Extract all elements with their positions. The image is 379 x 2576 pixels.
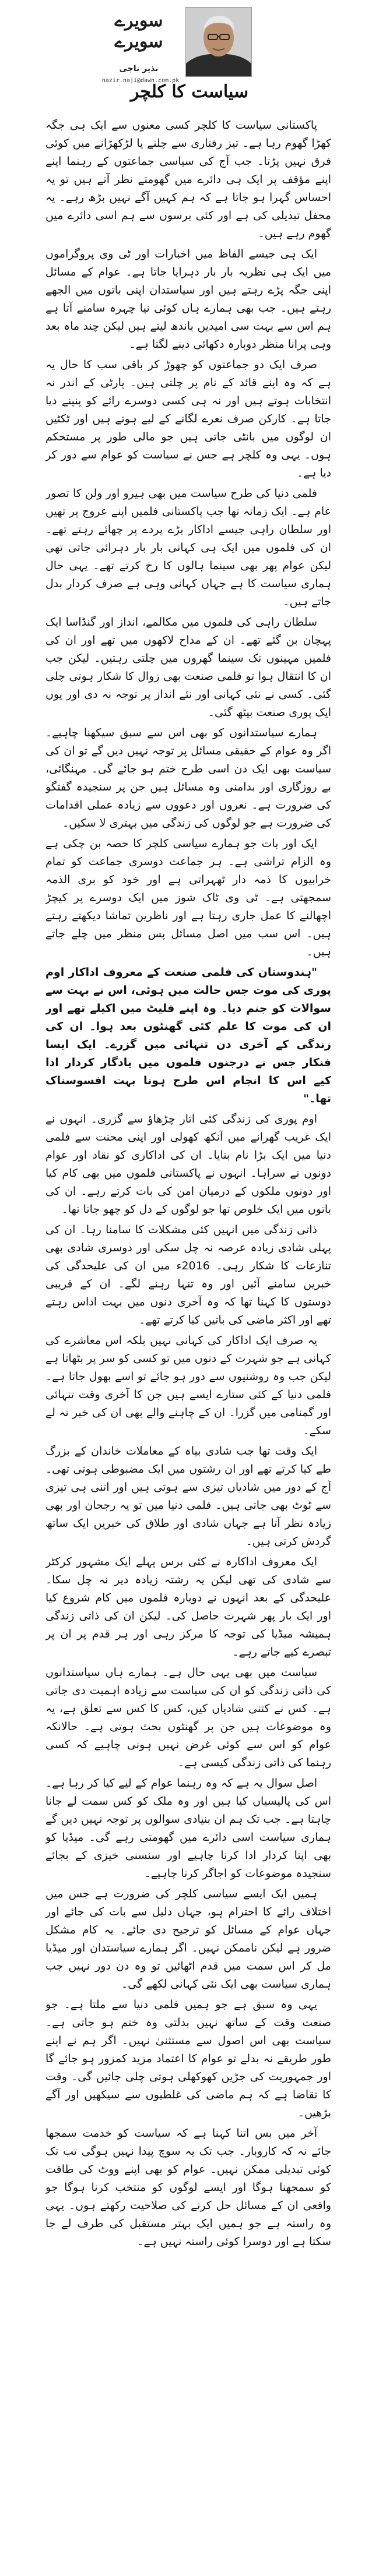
article-paragraph: ہمیں ایک ایسے سیاسی کلچر کی ضرورت ہے جس میں اختلاف رائے کا احترام ہو، جہاں دلیل سے بات کی جائے اور جہاں عوام کے مسائل کو ترجیح دی جائے۔ یہ کام مشکل ضرور ہے لیکن ناممکن نہیں۔ اگر ہمارے سیاستدان اور میڈیا مل کر اس سمت میں قدم اٹھائیں تو وہ دن دور نہیں جب ہماری سیاست بھی ایک نئی کہانی لکھے گی۔ <box>45 1887 331 1991</box>
article-paragraph: صرف ایک دو جماعتوں کو چھوڑ کر باقی سب کا حال یہ ہے کہ وہ اپنے قائد کے نام پر چلتی ہیں۔ پارٹی کے اندر نہ انتخابات ہوتے ہیں اور نہ ہی کسی دوسرے رائے کو پنپنے دیا جاتا ہے۔ کارکن صرف نعرے لگانے کے لیے ہوتے ہیں اور ٹکٹیں ان لوگوں میں بانٹی جاتی ہیں جو مالی طور پر مستحکم ہوں۔ یہی وہ کلچر ہے جس نے سیاست کو عوام سے دور کر دیا ہے۔ <box>45 358 331 479</box>
article-paragraph: فلمی دنیا کی طرح سیاست میں بھی ہیرو اور ولن کا تصور عام ہے۔ ایک زمانہ تھا جب پاکستانی فلمیں اپنے عروج پر تھیں اور سلطان راہی جیسے اداکار بڑے پردے پر چھائے رہتے تھے۔ ان کی فلموں میں ایک ہی کہانی بار بار دہرائی جاتی تھی لیکن عوام پھر بھی سینما ہالوں کا رخ کرتے تھے۔ یہی حال ہماری سیاست کا ہے جہاں کہانی وہی ہے صرف کردار بدل جاتے ہیں۔ <box>45 487 331 608</box>
article-paragraph: یہی وہ سبق ہے جو ہمیں فلمی دنیا سے ملتا ہے۔ جو صنعت وقت کے ساتھ نہیں بدلتی وہ ختم ہو جاتی ہے۔ سیاست بھی اس اصول سے مستثنیٰ نہیں۔ اگر ہم نے اپنے طور طریقے نہ بدلے تو عوام کا اعتماد مزید کمزور ہو جائے گا اور جمہوریت کی جڑیں کھوکھلی ہوتی چلی جائیں گی۔ وقت کا تقاضا ہے کہ ہم ماضی کی غلطیوں سے سیکھیں اور آگے بڑھیں۔ <box>45 1998 331 2119</box>
brand-logo <box>98 10 180 52</box>
article-paragraph: ایک اور بات جو ہمارے سیاسی کلچر کا حصہ بن چکی ہے وہ الزام تراشی ہے۔ ہر جماعت دوسری جماعت کو تمام خرابیوں کا ذمہ دار ٹھہراتی ہے اور خود کو بری الذمہ سمجھتی ہے۔ ٹی وی ٹاک شوز میں ایک دوسرے پر کیچڑ اچھالنے کا عمل جاری رہتا ہے اور ناظرین تماشا دیکھتے رہتے ہیں۔ اس سب میں اصل مسائل پس منظر میں چلے جاتے ہیں۔ <box>45 837 331 958</box>
article-paragraph: ایک معروف اداکارہ نے کئی برس پہلے ایک مشہور کرکٹر سے شادی کی تھی لیکن یہ رشتہ زیادہ دیر نہ چل سکا۔ علیحدگی کے بعد انہوں نے دوبارہ فلموں میں کام شروع کیا اور ایک بار پھر شہرت حاصل کی۔ لیکن ان کی ذاتی زندگی ہمیشہ میڈیا کی توجہ کا مرکز رہی اور ہر قدم پر ان پر تبصرے کیے جاتے رہے۔ <box>45 1555 331 1658</box>
article-quote-paragraph: "ہندوستان کی فلمی صنعت کے معروف اداکار اوم پوری کی موت جس حالت میں ہوئی، اس نے بہت سے سوالات کو جنم دیا۔ وہ اپنے فلیٹ میں اکیلے تھے اور ان کی موت کا علم کئی گھنٹوں بعد ہوا۔ ان کی زندگی کے آخری دن تنہائی میں گزرے۔ ایک ایسا فنکار جس نے درجنوں فلموں میں یادگار کردار ادا کیے اس کا انجام اس طرح ہونا بہت افسوسناک تھا۔" <box>45 966 331 1105</box>
article-paragraph: سیاست میں بھی یہی حال ہے۔ ہمارے ہاں سیاستدانوں کی ذاتی زندگی کو ان کی سیاست سے زیادہ اہمیت دی جاتی ہے۔ کس نے کتنی شادیاں کیں، کس کا کس سے تعلق ہے، یہ وہ موضوعات ہیں جن پر گھنٹوں بحث ہوتی ہے۔ حالانکہ عوام کو اس سے کوئی غرض نہیں ہونی چاہیے کہ کسی رہنما کی ذاتی زندگی کیسی ہے۔ <box>45 1666 331 1769</box>
brand-line-2: سویرے <box>114 31 163 52</box>
author-name: نذیر ناجی <box>119 64 159 73</box>
author-portrait <box>185 7 252 77</box>
article-paragraph: ذاتی زندگی میں انہیں کئی مشکلات کا سامنا رہا۔ ان کی پہلی شادی زیادہ عرصہ نہ چل سکی اور دوسری شادی بھی تنازعات کا شکار رہی۔ 2016ء میں ان کی علیحدگی کی خبریں سامنے آئیں اور وہ تنہا رہنے لگے۔ ان کے قریبی دوستوں کا کہنا تھا کہ وہ آخری دنوں میں بہت اداس رہتے تھے اور اکثر ماضی کی باتیں کیا کرتے تھے۔ <box>45 1223 331 1326</box>
article-paragraph: سلطان راہی کی فلموں میں مکالمے، انداز اور گنڈاسا ایک پہچان بن گئے تھے۔ ان کے مداح لاکھوں میں تھے اور ان کی فلمیں مہینوں تک سینما گھروں میں چلتی رہتیں۔ لیکن جب ان کا انتقال ہوا تو فلمی صنعت بھی زوال کا شکار ہوتی چلی گئی۔ کسی نے نئی کہانی اور نئے انداز پر توجہ نہ دی اور یوں ایک پوری صنعت بیٹھ گئی۔ <box>45 616 331 719</box>
column-headline: سیاست کا کلچر <box>130 82 249 102</box>
author-email: nazir.naji@dawn.com.pk <box>101 77 180 84</box>
article-paragraph: ایک وقت تھا جب شادی بیاہ کے معاملات خاندان کے بزرگ طے کیا کرتے تھے اور ان رشتوں میں ایک مضبوطی ہوتی تھی۔ آج کے دور میں شادیاں تیزی سے ہوتی ہیں اور اتنی ہی تیزی سے ٹوٹ بھی جاتی ہیں۔ فلمی دنیا میں تو یہ رجحان اور بھی زیادہ نظر آتا ہے جہاں شادی اور طلاق کی خبریں ایک ساتھ گردش کرتی ہیں۔ <box>45 1445 331 1548</box>
article-paragraph: یہ صرف ایک اداکار کی کہانی نہیں بلکہ اس معاشرے کی کہانی ہے جو شہرت کے دنوں میں تو کسی کو سر پر بٹھاتا ہے لیکن جب وہ روشنیوں سے دور ہو جائے تو اسے بھول جاتا ہے۔ فلمی دنیا کے کئی ستارے ایسے ہیں جن کا آخری وقت تنہائی اور گمنامی میں گزرا۔ ان کے چاہنے والے بھی ان کی خبر نہ لے سکے۔ <box>45 1334 331 1437</box>
article-paragraph: ایک ہی جیسے الفاظ میں اخبارات اور ٹی وی پروگراموں میں ایک ہی نظریہ بار بار دہرایا جاتا ہے۔ عوام کے مسائل اپنی جگہ پڑے رہتے ہیں اور سیاستدان اپنی باتوں میں الجھے رہتے ہیں۔ جب بھی ہمارے ہاں کوئی نیا چہرہ سامنے آتا ہے ہم اس سے بہت سی امیدیں باندھ لیتے ہیں لیکن چند ماہ بعد وہی پرانا منظر دوبارہ دکھائی دینے لگتا ہے۔ <box>45 248 331 351</box>
masthead <box>0 0 379 111</box>
article-body <box>45 117 331 2557</box>
article-paragraph: اوم پوری کی زندگی کئی اتار چڑھاؤ سے گزری۔ انہوں نے ایک غریب گھرانے میں آنکھ کھولی اور اپنی محنت سے فلمی دنیا میں ایک بڑا نام بنایا۔ ان کی اداکاری کو نقاد اور عوام دونوں نے سراہا۔ انہوں نے پاکستانی فلموں میں بھی کام کیا اور دونوں ملکوں کے درمیان امن کی بات کرتے رہے۔ ان کی باتوں میں ایک خلوص تھا جو لوگوں کے دل کو چھو جاتا تھا۔ <box>45 1113 331 1216</box>
portrait-image <box>186 8 251 76</box>
article-paragraph: ہمارے سیاستدانوں کو بھی اس سے سبق سیکھنا چاہیے۔ اگر وہ عوام کے حقیقی مسائل پر توجہ نہیں دیں گے تو ان کی سیاست بھی ایک دن اسی طرح ختم ہو جائے گی۔ مہنگائی، بے روزگاری اور بدامنی وہ مسائل ہیں جن پر سنجیدہ گفتگو کی ضرورت ہے۔ نعروں اور دعووں سے زیادہ عملی اقدامات کی ضرورت ہے جو لوگوں کی زندگی میں بہتری لا سکیں۔ <box>45 726 331 830</box>
article-paragraph: اصل سوال یہ ہے کہ وہ رہنما عوام کے لیے کیا کر رہا ہے۔ اس کی پالیسیاں کیا ہیں اور وہ ملک کو کس سمت لے جانا چاہتا ہے۔ جب تک ہم ان بنیادی سوالوں پر توجہ نہیں دیں گے ہماری سیاست اسی دائرے میں گھومتی رہے گی۔ میڈیا کو بھی اپنا کردار ادا کرنا چاہیے اور سنسنی خیزی کے بجائے سنجیدہ موضوعات کو اجاگر کرنا چاہیے۔ <box>45 1777 331 1880</box>
article-paragraph: پاکستانی سیاست کا کلچر کسی معنوں سے ایک ہی جگہ کھڑا گھوم رہا ہے۔ تیز رفتاری سے چلنے یا لڑکھڑانے میں کوئی فرق نہیں پڑتا۔ جب آج کی سیاسی جماعتوں کے رہنما اپنے اپنے مؤقف پر ایک ہی دائرے میں گھومتے نظر آتے ہیں تو یہ احساس گہرا ہو جاتا ہے کہ ہم کہیں آگے نہیں بڑھ رہے۔ یہ محفل تبدیلی کی ہے اور کئی برسوں سے ہم اسی دائرے میں گھوم رہے ہیں۔ <box>45 119 331 240</box>
brand-line-1: سویرے <box>114 10 163 31</box>
article-paragraph: آخر میں بس اتنا کہنا ہے کہ سیاست کو خدمت سمجھا جائے نہ کہ کاروبار۔ جب تک یہ سوچ پیدا نہیں ہوگی تب تک کوئی تبدیلی ممکن نہیں۔ عوام کو بھی اپنے ووٹ کی طاقت کو سمجھنا ہوگا اور ایسے لوگوں کو منتخب کرنا ہوگا جو واقعی ان کے مسائل حل کرنے کی صلاحیت رکھتے ہوں۔ یہی وہ راستہ ہے جو ہمیں ایک بہتر مستقبل کی طرف لے جا سکتا ہے اور دوسرا کوئی راستہ نہیں ہے۔ <box>45 2127 331 2248</box>
